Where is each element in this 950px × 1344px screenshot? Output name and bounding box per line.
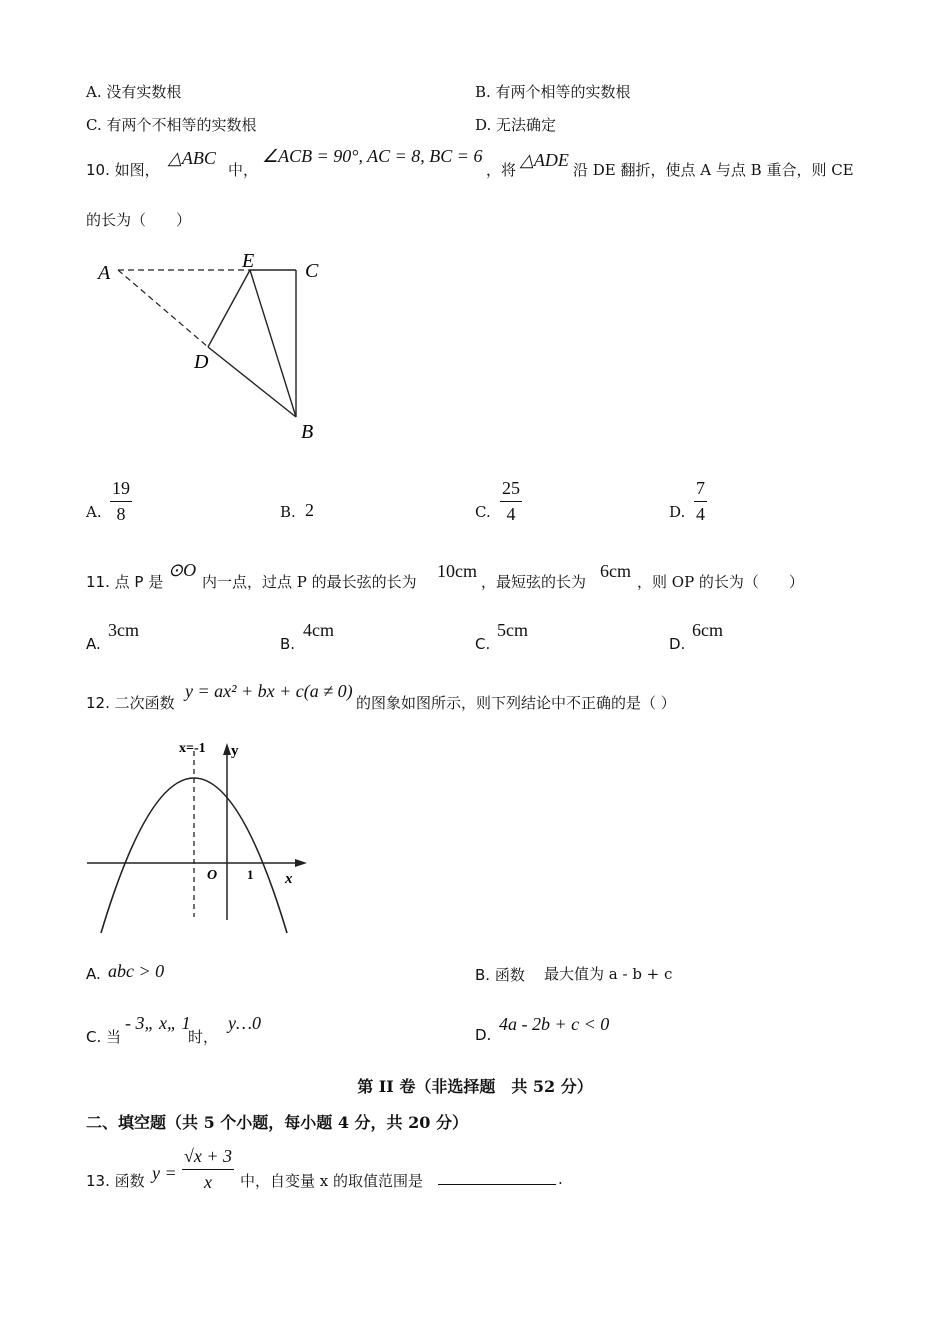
q10-option-c-numerator: 25 <box>502 478 520 498</box>
q11-mid: 内一点，过点 P 的最长弦的长为 <box>202 573 417 591</box>
q10-figure <box>90 245 340 445</box>
q12-x-arrow <box>295 859 307 867</box>
section2-title: 第 II 卷（非选择题 共 52 分） <box>357 1077 593 1096</box>
q10-option-c-label: C. <box>475 503 491 521</box>
q9-option-b: B. 有两个相等的实数根 <box>475 83 631 101</box>
q10-option-a-label: A. <box>86 503 102 521</box>
q9-option-a: A. 没有实数根 <box>86 83 182 101</box>
q11-long-chord: 10cm <box>437 561 477 581</box>
q12-label-y: y <box>231 743 239 759</box>
q11-option-d-label: D. <box>669 635 686 653</box>
q11-end: ，则 OP 的长为（ ） <box>637 573 804 591</box>
q12-label-x: x <box>285 871 293 887</box>
q12-option-c-label: C. 当 <box>86 1028 122 1046</box>
q10-triangle-abc: △ABC <box>168 148 216 168</box>
q11-option-a-value: 3cm <box>108 620 139 640</box>
q11-short-chord: 6cm <box>600 561 631 581</box>
q9-option-d: D. 无法确定 <box>475 116 557 134</box>
fraction-bar <box>500 501 522 502</box>
fraction-bar <box>694 501 707 502</box>
q12-parabola <box>101 778 287 933</box>
q12-option-a-label: A. <box>86 965 101 983</box>
q12-option-b-value: 最大值为 a - b + c <box>544 965 673 983</box>
q10-option-b-label: B. <box>280 503 296 521</box>
q10-option-d-fraction <box>694 478 707 525</box>
q12-option-c-end: y…0 <box>228 1013 261 1033</box>
q10-option-d-denominator: 4 <box>696 504 705 524</box>
q10-option-c-fraction <box>500 478 522 525</box>
q11-option-c-value: 5cm <box>497 620 528 640</box>
q10-line-eb <box>250 270 296 417</box>
q10-option-c-denominator: 4 <box>506 504 516 524</box>
q13-denominator: x <box>204 1172 212 1192</box>
q10-jiang: ，将 <box>486 161 517 179</box>
q10-option-a-denominator: 8 <box>116 504 126 524</box>
q9-option-c: C. 有两个不相等的实数根 <box>86 116 257 134</box>
q11-circle: ⊙O <box>168 560 197 580</box>
q12-option-c-mid: 时， <box>188 1028 219 1046</box>
q10-option-d-numerator: 7 <box>696 478 705 498</box>
q12-y-arrow <box>223 743 231 755</box>
q12-option-d-value: 4a - 2b + c < 0 <box>499 1014 610 1034</box>
q13-end: . <box>558 1170 563 1188</box>
q10-option-a-fraction <box>110 478 132 525</box>
q13-fraction <box>182 1146 234 1193</box>
q12-number: 12. 二次函数 <box>86 694 175 712</box>
q10-line-db <box>208 347 296 417</box>
q10-triangle-ade: △ADE <box>520 150 569 170</box>
q10-option-d-label: D. <box>669 503 686 521</box>
q10-option-a-numerator: 19 <box>112 478 130 498</box>
q12-option-b-label: B. 函数 <box>475 966 525 984</box>
q10-number: 10. 如图， <box>86 161 160 179</box>
q12-option-a-value: abc > 0 <box>108 961 165 981</box>
fraction-bar <box>110 501 132 502</box>
section2-subtitle: 二、填空题（共 5 个小题，每小题 4 分，共 20 分） <box>86 1113 468 1132</box>
q12-label-origin: O <box>207 868 218 883</box>
q10-label-a: A <box>98 262 111 284</box>
q11-option-d-value: 6cm <box>692 620 723 640</box>
q12-label-symmetry: x=-1 <box>179 741 206 756</box>
q10-option-b-value: 2 <box>305 500 314 520</box>
q10-zhong: 中， <box>228 161 259 179</box>
q12-option-d-label: D. <box>475 1026 492 1044</box>
q13-answer-blank[interactable] <box>438 1170 556 1189</box>
q11-number: 11. 点 P 是 <box>86 573 164 591</box>
q10-label-c: C <box>305 260 319 282</box>
q12-figure <box>85 735 315 940</box>
q11-option-b-label: B. <box>280 635 296 653</box>
q11-option-a-label: A. <box>86 635 101 653</box>
q10-condition: ∠ACB = 90°, AC = 8, BC = 6 <box>262 146 483 166</box>
q13-number: 13. 函数 <box>86 1172 145 1190</box>
q11-option-b-value: 4cm <box>303 620 334 640</box>
q10-line2: 的长为（ ） <box>86 211 192 229</box>
q11-option-c-label: C. <box>475 635 491 653</box>
q12-label-one: 1 <box>247 867 254 882</box>
q10-label-b: B <box>301 421 314 443</box>
q12-formula: y = ax² + bx + c(a ≠ 0) <box>185 681 353 701</box>
q10-label-e: E <box>242 250 255 272</box>
q12-rest: 的图象如图所示，则下列结论中不正确的是（ ） <box>356 694 676 712</box>
q11-mid2: ，最短弦的长为 <box>481 573 587 591</box>
q13-y-equals: y = <box>152 1163 177 1183</box>
q13-numerator: √x + 3 <box>184 1146 233 1166</box>
q13-rest: 中，自变量 x 的取值范围是 <box>240 1172 423 1190</box>
q10-label-d: D <box>194 351 209 373</box>
q10-line-de <box>208 270 250 347</box>
q10-rest: 沿 DE 翻折，使点 A 与点 B 重合，则 CE <box>573 161 854 179</box>
q12-option-c-range: - 3„ x„ 1 <box>125 1013 191 1033</box>
q10-line-ad-dashed <box>118 270 208 347</box>
fraction-bar <box>182 1169 234 1170</box>
